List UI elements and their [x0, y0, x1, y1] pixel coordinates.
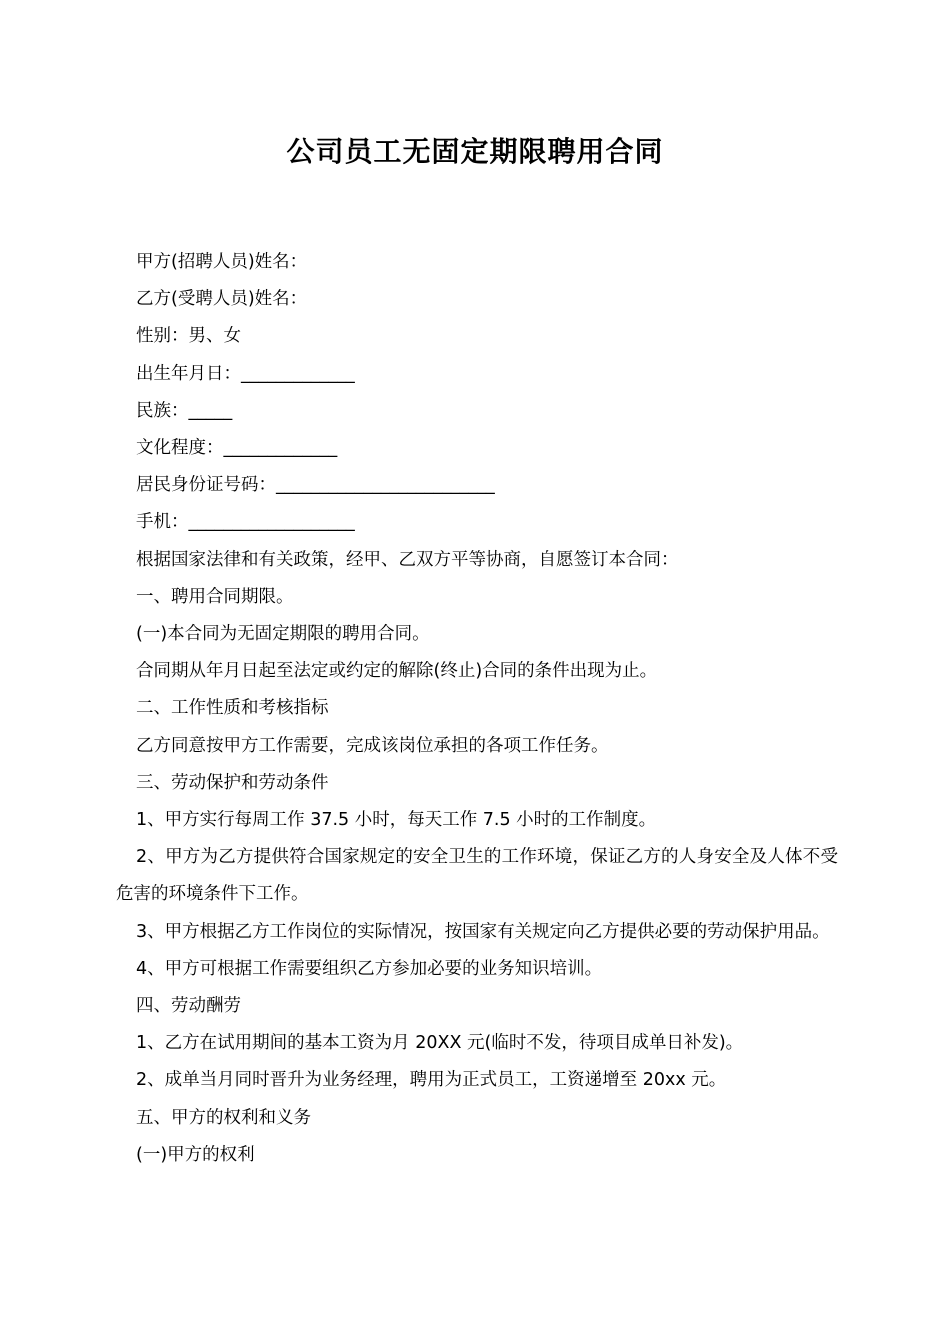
section-1-text: 合同期从年月日起至法定或约定的解除(终止)合同的条件出现为止。 [136, 661, 658, 682]
section-1-item-1: (一)本合同为无固定期限的聘用合同。 [136, 624, 430, 645]
section-4-item-2: 2、成单当月同时晋升为业务经理，聘用为正式员工，工资递增至 20xx 元。 [136, 1070, 727, 1091]
section-4-heading: 四、劳动酬劳 [136, 996, 241, 1017]
section-2-text: 乙方同意按甲方工作需要，完成该岗位承担的各项工作任务。 [136, 735, 609, 756]
section-4-item-1: 1、乙方在试用期间的基本工资为月 20XX 元(临时不发，待项目成单日补发)。 [136, 1033, 744, 1054]
section-2-heading: 二、工作性质和考核指标 [136, 698, 329, 719]
contract-body [116, 244, 838, 1174]
preamble: 根据国家法律和有关政策，经甲、乙双方平等协商，自愿签订本合同： [136, 549, 679, 570]
ethnicity-field: 民族：_____ [136, 400, 233, 421]
page-title: 公司员工无固定期限聘用合同 [286, 135, 664, 168]
section-3-item-2: 2、甲方为乙方提供符合国家规定的安全卫生的工作环境，保证乙方的人身安全及人体不受危害的环境条件下工作。 [116, 847, 838, 905]
section-5-heading: 五、甲方的权利和义务 [136, 1107, 311, 1128]
section-1-heading: 一、聘用合同期限。 [136, 586, 294, 607]
phone-field: 手机：___________________ [136, 512, 355, 533]
id-number-field: 居民身份证号码：_________________________ [136, 475, 495, 496]
party-a-name-field: 甲方(招聘人员)姓名： [136, 252, 308, 272]
section-5-sub-1: (一)甲方的权利 [136, 1144, 255, 1165]
gender-field: 性别：男、女 [136, 326, 241, 347]
section-3-heading: 三、劳动保护和劳动条件 [136, 772, 329, 793]
party-b-name-field: 乙方(受聘人员)姓名： [136, 289, 308, 310]
section-3-item-4: 4、甲方可根据工作需要组织乙方参加必要的业务知识培训。 [136, 958, 603, 979]
birthdate-field: 出生年月日：_____________ [136, 363, 355, 384]
section-3-item-3: 3、甲方根据乙方工作岗位的实际情况，按国家有关规定向乙方提供必要的劳动保护用品。 [136, 921, 830, 942]
section-3-item-1: 1、甲方实行每周工作 37.5 小时，每天工作 7.5 小时的工作制度。 [136, 810, 657, 831]
education-field: 文化程度：_____________ [136, 438, 338, 459]
